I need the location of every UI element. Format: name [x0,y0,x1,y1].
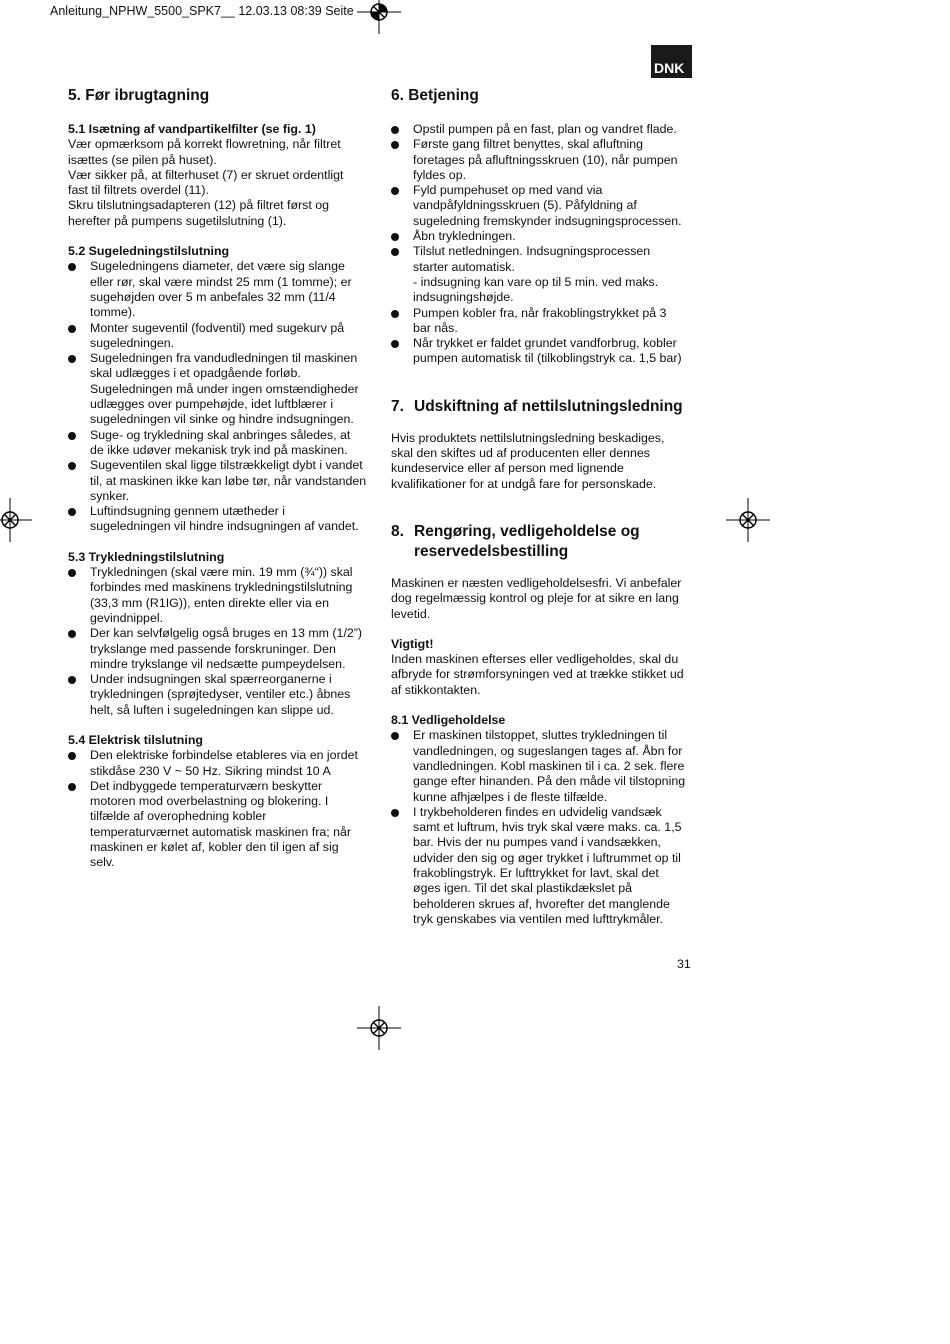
page-number: 31 [677,957,691,971]
section-5-2-list [68,259,373,534]
language-badge: DNK [651,45,692,78]
list-item: Åbn trykledningen. [391,229,695,244]
section-5-2-heading: 5.2 Sugeledningstilslutning [68,244,230,259]
list-item: Er maskinen tilstoppet, sluttes trykledningen til vandledningen, og sugeslangen tages af. Åbn for vandledningen. Kobl maskinen til i ca. 2 sek. flere gange efter hinanden. På den måde vil tilstopning kunne afhjælpes i de fleste tilfælde. [391,728,695,804]
list-item: Første gang filtret benyttes, skal afluftning foretages på afluftningsskruen (10), når pumpen fyldes op. [391,137,695,183]
list-item: Det indbyggede temperaturværn beskytter motoren mod overbelastning og blokering. I tilfælde af overophedning kobler temperaturværnet automatisk maskinen fra; når maskinen er kølet af, kobler den til igen af sig selv. [68,779,373,871]
section-5-3-heading: 5.3 Trykledningstilslutning [68,549,225,564]
list-item: Når trykket er faldet grundet vandforbrug, kobler pumpen automatisk til (tilkoblingstryk ca. 1,5 bar) [391,336,695,367]
section-5-3-list [68,565,373,718]
section-6-title: 6. Betjening [391,87,479,104]
right-column [391,86,695,927]
list-item: Opstil pumpen på en fast, plan og vandret flade. [391,122,695,137]
list-item: Pumpen kobler fra, når frakoblingstrykket på 3 bar nås. [391,306,695,337]
list-item: Trykledningen (skal være min. 19 mm (¾“)) skal forbindes med maskinens trykledningstilslutning (33,3 mm (R1IG)), enten direkte eller via en gevindnippel. [68,565,373,626]
registration-mark-icon [357,1006,401,1050]
registration-mark-icon [357,0,401,34]
list-item: Suge- og trykledning skal anbringes således, at de ikke udøver mekanisk tryk ind på maskinen. [68,428,373,459]
section-8-1-heading: 8.1 Vedligeholdelse [391,713,506,728]
list-item: Sugeventilen skal ligge tilstrækkeligt dybt i vandet til, at maskinen ikke kan løbe tør, når vandstanden synker. [68,458,373,504]
registration-mark-icon [726,498,770,542]
list-item: Der kan selvfølgelig også bruges en 13 mm (1/2”) trykslange med passende forskruninger. Den mindre trykslange vil nedsætte pumpeydelsen. [68,626,373,672]
section-5-1-text: Vær opmærksom på korrekt flowretning, når filtret isættes (se pilen på huset). Vær sikker på, at filterhuset (7) er skruet ordentligt fast til filtrets overdel (11). Skru tilslutningsadapteren (12) på filtret først og herefter på pumpens sugetilslutning (1). [68,137,344,228]
section-8-intro: Maskinen er næsten vedligeholdelsesfri. Vi anbefaler dog regelmæssig kontrol og pleje for at sikre en lang levetid. [391,575,682,621]
list-item: I trykbeholderen findes en udvidelig vandsæk samt et luftrum, hvis tryk skal være maks. ca. 1,5 bar. Hvis der nu pumpes vand i vandsækken, udvider den sig og øger trykket i luftrummet op til frakoblingstryk. Er lufttrykket for lavt, skal det øges igen. Til det skal plastikdækslet på beholderen skrues af, hvorefter det manglende tryk genskabes via ventilen med lufttrykmåler. [391,805,695,927]
important-text: Inden maskinen efterses eller vedligeholdes, skal du afbryde for strømforsyningen ved at trække stikket ud af stikkontakten. [391,652,684,697]
list-item: Den elektriske forbindelse etableres via en jordet stikdåse 230 V ~ 50 Hz. Sikring mindst 10 A [68,748,373,779]
section-7-text: Hvis produktets nettilslutningsledning beskadiges, skal den skiftes ud af producenten eller dennes kundeservice eller af person med lignende kvalifikationer for at undgå fare for personskade. [391,430,665,491]
list-item: Sugeledningen fra vandudledningen til maskinen skal udlægges i et opadgående forløb. Sugeledningen må under ingen omstændigheder udlægges over pumpehøjde, idet luftblærer i sugeledningen vil sinke og hindre indsugningen. [68,351,373,427]
section-5-4-list [68,748,373,870]
section-8-title: 8. Rengøring, vedligeholdelse og reservedelsbestilling [391,522,640,560]
left-column [68,86,373,871]
list-item: Luftindsugning gennem utætheder i sugeledningen vil hindre indsugningen af vandet. [68,504,373,535]
print-header: Anleitung_NPHW_5500_SPK7__ 12.03.13 08:39 Seite [50,4,354,18]
list-item: Tilslut netledningen. Indsugningsprocessen starter automatisk. - indsugning kan vare op til 5 min. ved maks. indsugningshøjde. [391,244,695,305]
section-5-title: 5. Før ibrugtagning [68,87,210,104]
section-6-list [391,122,695,367]
important-label: Vigtigt! [391,636,434,651]
list-item: Under indsugningen skal spærreorganerne i trykledningen (sprøjtedyser, ventiler etc.) åbnes helt, så luften i sugeledningen kan slippe ud. [68,672,373,718]
list-item: Fyld pumpehuset op med vand via vandpåfyldningsskruen (5). Påfyldning af sugeledning fremskynder indsugningsprocessen. [391,183,695,229]
registration-mark-icon [0,498,32,542]
section-5-1-heading: 5.1 Isætning af vandpartikelfilter (se fig. 1) [68,122,316,136]
section-7-title: 7. Udskiftning af nettilslutningsledning [391,397,683,415]
list-item: Monter sugeventil (fodventil) med sugekurv på sugeledningen. [68,321,373,352]
list-item: Sugeledningens diameter, det være sig slange eller rør, skal være mindst 25 mm (1 tomme); er sugehøjden over 5 m anbefales 32 mm (11/4 tomme). [68,259,373,320]
section-8-1-list [391,728,695,927]
section-5-4-heading: 5.4 Elektrisk tilslutning [68,732,203,747]
